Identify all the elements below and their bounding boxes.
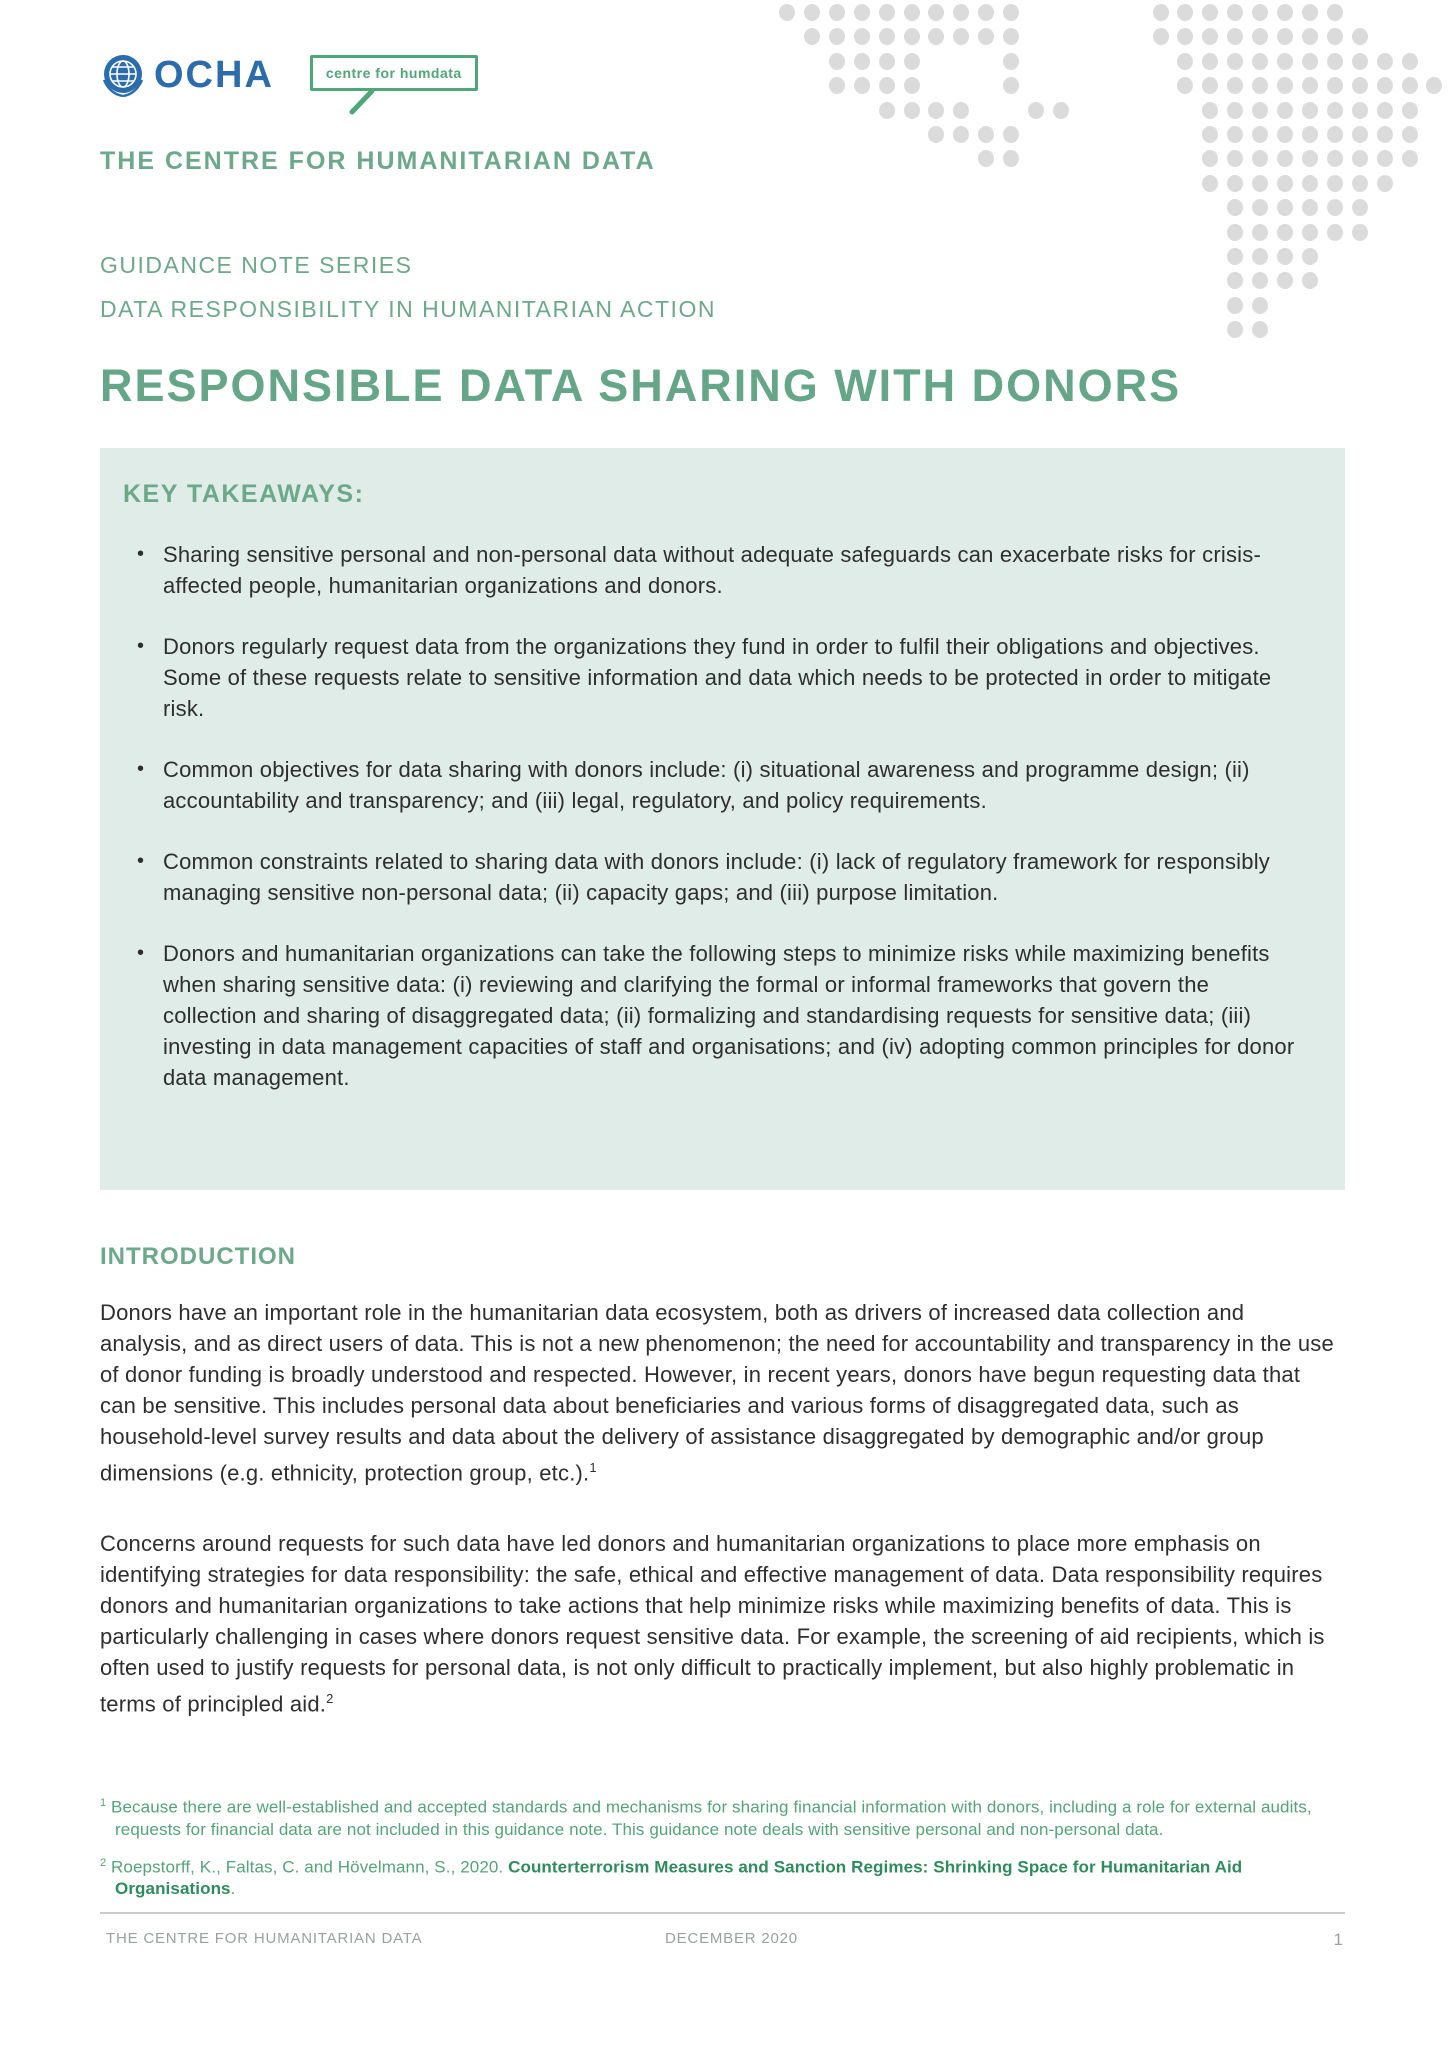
takeaway-text: Donors and humanitarian organizations can take the following steps to minimize risks while maximizing benefits when sharing sensitive data: (i) reviewing and clarifying the formal or informal frameworks that govern the collection and sharing of disaggregated data; (ii) formalizing and standardising requests for sensitive data; (iii) investing in data management capacities of staff and organisations; and (iv) adopting common principles for donor data management. [163,941,1295,1090]
map-dot [953,102,969,119]
map-dot [1402,102,1418,119]
map-dot [1177,77,1193,94]
map-dot [1277,272,1293,289]
map-dot [1377,126,1393,143]
map-dot [1227,248,1243,265]
map-dot [1277,28,1293,45]
map-dot [1227,272,1243,289]
bullet-icon: • [137,543,145,565]
map-dot [1377,150,1393,167]
map-dot [1227,28,1243,45]
map-dot [1327,224,1343,241]
map-dot [1327,150,1343,167]
map-dot [1277,77,1293,94]
map-dot [1227,102,1243,119]
map-dot [1003,28,1019,45]
page-number: 1 [1333,1930,1343,1949]
map-dot [1202,28,1218,45]
map-dot [1227,77,1243,94]
map-dot [1227,224,1243,241]
map-dot [928,102,944,119]
map-dot [1352,102,1368,119]
map-dot [1277,175,1293,192]
ocha-wordmark: OCHA [154,54,274,96]
map-dot [1302,272,1318,289]
bullet-icon: • [137,850,145,872]
map-dot [928,4,944,21]
map-dot [1302,150,1318,167]
bullet-icon: • [137,942,145,964]
footnote-1 [100,1792,1345,1841]
map-dot [1177,53,1193,70]
takeaway-text: Common objectives for data sharing with donors include: (i) situational awareness and programme design; (ii) accountability and transparency; and (iii) legal, regulatory, and policy requirements. [163,757,1250,813]
footnote-marker: 2 [100,1856,107,1869]
takeaway-item [123,539,1300,601]
takeaway-text: Donors regularly request data from the organizations they fund in order to fulfil their obligations and objectives. Some of these requests relate to sensitive information and data which needs to be protected in order to mitigate risk. [163,634,1272,721]
map-dot [1252,272,1268,289]
paragraph-text: Concerns around requests for such data have led donors and humanitarian organizations to place more emphasis on identifying strategies for data responsibility: the safe, ethical and effective management of data. Data responsibility requires donors and humanitarian organizations to take actions that help minimize risks while maximizing benefits of data. This is particularly challenging in cases where donors request sensitive data. For example, the screening of aid recipients, which is often used to justify requests for personal data, is not only difficult to practically implement, but also highly problematic in terms of principled aid. [100,1531,1325,1717]
org-title: THE CENTRE FOR HUMANITARIAN DATA [100,147,656,175]
map-dot [1003,126,1019,143]
map-dot [1177,28,1193,45]
map-dot [1252,126,1268,143]
humdata-badge [310,55,478,91]
map-dot [1327,175,1343,192]
map-dot [1028,102,1044,119]
map-dot [1227,150,1243,167]
map-dot [1003,4,1019,21]
map-dot [854,53,870,70]
map-dot [1352,77,1368,94]
logo-row [100,52,478,98]
footnote-link[interactable]: Counterterrorism Measures and Sanction Regimes: Shrinking Space for Humanitarian Aid Organisations [115,1857,1243,1899]
map-dot [1352,224,1368,241]
map-dot [1202,53,1218,70]
map-dot [1277,102,1293,119]
map-dot [1302,126,1318,143]
map-dot [1426,77,1442,94]
map-dot [1352,53,1368,70]
map-dot [1277,150,1293,167]
map-dot [928,126,944,143]
map-dot [1327,53,1343,70]
map-dot [1302,4,1318,21]
map-dot [1227,53,1243,70]
intro-paragraph-2 [100,1528,1335,1719]
map-dot [1377,102,1393,119]
intro-paragraph-1 [100,1297,1335,1488]
humdata-badge-label: centre for humdata [310,55,478,91]
map-dot [1202,4,1218,21]
map-dot [1252,321,1268,338]
map-dot [1202,102,1218,119]
paragraph-text: Donors have an important role in the humanitarian data ecosystem, both as drivers of increased data collection and analysis, and as direct users of data. This is not a new phenomenon; the need for accountability and transparency in the use of donor funding is broadly understood and respected. However, in recent years, donors have begun requesting data that can be sensitive. This includes personal data about beneficiaries and various forms of disaggregated data, such as household-level survey results and data about the delivery of assistance disaggregated by demographic and/or group dimensions (e.g. ethnicity, protection group, etc.). [100,1300,1334,1486]
map-dot [1003,150,1019,167]
map-dot [1302,28,1318,45]
bullet-icon: • [137,635,145,657]
map-dot [1352,150,1368,167]
footnote-text: Because there are well-established and accepted standards and mechanisms for sharing financial information with donors, including a role for external audits, requests for financial data are not included in this guidance note. This guidance note deals with sensitive personal and non-personal data. [111,1797,1312,1839]
map-dot [1227,126,1243,143]
map-dot [1302,77,1318,94]
map-dot [1227,199,1243,216]
map-dot [1327,28,1343,45]
introduction-section [100,1243,1345,1720]
takeaway-text: Sharing sensitive personal and non-personal data without adequate safeguards can exacerbate risks for crisis-affected people, humanitarian organizations and donors. [163,542,1261,598]
map-dot [1327,4,1343,21]
map-dot [904,77,920,94]
map-dot [804,28,820,45]
map-dot [829,4,845,21]
map-dot [1227,297,1243,314]
map-dot [1302,248,1318,265]
map-dot [879,77,895,94]
map-dot [1327,102,1343,119]
map-dot [1352,126,1368,143]
map-dot [1277,248,1293,265]
map-dot [978,150,994,167]
series-heading [100,243,716,331]
map-dot [1252,248,1268,265]
map-dot [1327,199,1343,216]
map-dot [1352,175,1368,192]
map-dot [1402,150,1418,167]
map-dot [1352,28,1368,45]
map-dot [904,53,920,70]
map-dot [854,77,870,94]
map-dot [978,28,994,45]
map-dot [804,4,820,21]
bullet-icon: • [137,758,145,780]
map-dot [854,28,870,45]
map-dot [829,77,845,94]
map-dot [1227,321,1243,338]
document-title: RESPONSIBLE DATA SHARING WITH DONORS [100,360,1182,411]
map-dot [904,102,920,119]
map-dot [1252,28,1268,45]
map-dot [1153,4,1169,21]
map-dot [1277,224,1293,241]
map-dot [1003,53,1019,70]
map-dot [1327,126,1343,143]
footnote-text-suffix: . [230,1879,236,1899]
series-line-2: DATA RESPONSIBILITY IN HUMANITARIAN ACTION [100,296,716,322]
map-dot [904,28,920,45]
map-dot [1202,77,1218,94]
un-emblem-icon [100,52,146,98]
footer-date: DECEMBER 2020 [665,1930,798,1947]
footer-org-label: THE CENTRE FOR HUMANITARIAN DATA [106,1930,423,1947]
map-dot [1302,102,1318,119]
takeaway-text: Common constraints related to sharing data with donors include: (i) lack of regulatory framework for responsibly managing sensitive non-personal data; (ii) capacity gaps; and (iii) purpose limitation. [163,849,1270,905]
footnote-ref-2: 2 [326,1691,334,1707]
map-dot [1153,28,1169,45]
key-takeaways-list [123,539,1300,1093]
map-dot [1252,224,1268,241]
map-dot [1053,102,1069,119]
map-dot [879,53,895,70]
footnotes-section [100,1792,1345,1900]
key-takeaways-box [100,448,1345,1190]
takeaway-item [123,631,1300,724]
map-dot [1302,199,1318,216]
map-dot [1277,199,1293,216]
map-dot [1402,53,1418,70]
map-dot [1302,53,1318,70]
map-dot [1277,4,1293,21]
map-dot [1352,199,1368,216]
map-dot [904,4,920,21]
map-dot [1377,53,1393,70]
badge-speech-tail [348,89,378,115]
map-dot [1003,77,1019,94]
map-dot [829,53,845,70]
map-dot [1277,126,1293,143]
takeaway-item [123,938,1300,1093]
map-dot [1202,175,1218,192]
footnote-2 [100,1852,1345,1901]
map-dot [928,28,944,45]
map-dot [1377,175,1393,192]
map-dot [1327,77,1343,94]
map-dot [1252,53,1268,70]
series-line-1: GUIDANCE NOTE SERIES [100,252,413,278]
map-dot [879,102,895,119]
map-dot [953,28,969,45]
map-dot [1402,126,1418,143]
map-dot [1252,150,1268,167]
map-dot [1177,4,1193,21]
map-dot [1252,175,1268,192]
map-dot [1227,175,1243,192]
key-takeaways-heading: KEY TAKEAWAYS: [123,480,365,508]
footnote-text: Roepstorff, K., Faltas, C. and Hövelmann, S., 2020. [111,1857,509,1877]
map-dot [1227,4,1243,21]
map-dot [978,4,994,21]
map-dot [953,4,969,21]
map-dot [1377,77,1393,94]
map-dot [1277,53,1293,70]
map-dot [1302,175,1318,192]
map-dot [1252,77,1268,94]
footnote-ref-1: 1 [589,1460,597,1475]
map-dot [1252,102,1268,119]
map-dot [1202,126,1218,143]
map-dot [1252,4,1268,21]
map-dot [978,126,994,143]
map-dot [1402,77,1418,94]
map-dot [829,28,845,45]
footnote-marker: 1 [100,1797,107,1809]
introduction-heading: INTRODUCTION [100,1243,296,1270]
map-dot [779,4,795,21]
page-footer [100,1912,1345,1949]
map-dot [1302,224,1318,241]
takeaway-item [123,846,1300,908]
takeaway-item [123,754,1300,816]
map-dot [1252,297,1268,314]
map-dot [879,28,895,45]
map-dot [953,126,969,143]
map-dot [1252,199,1268,216]
map-dot [854,4,870,21]
map-dot [879,4,895,21]
map-dot [1202,150,1218,167]
